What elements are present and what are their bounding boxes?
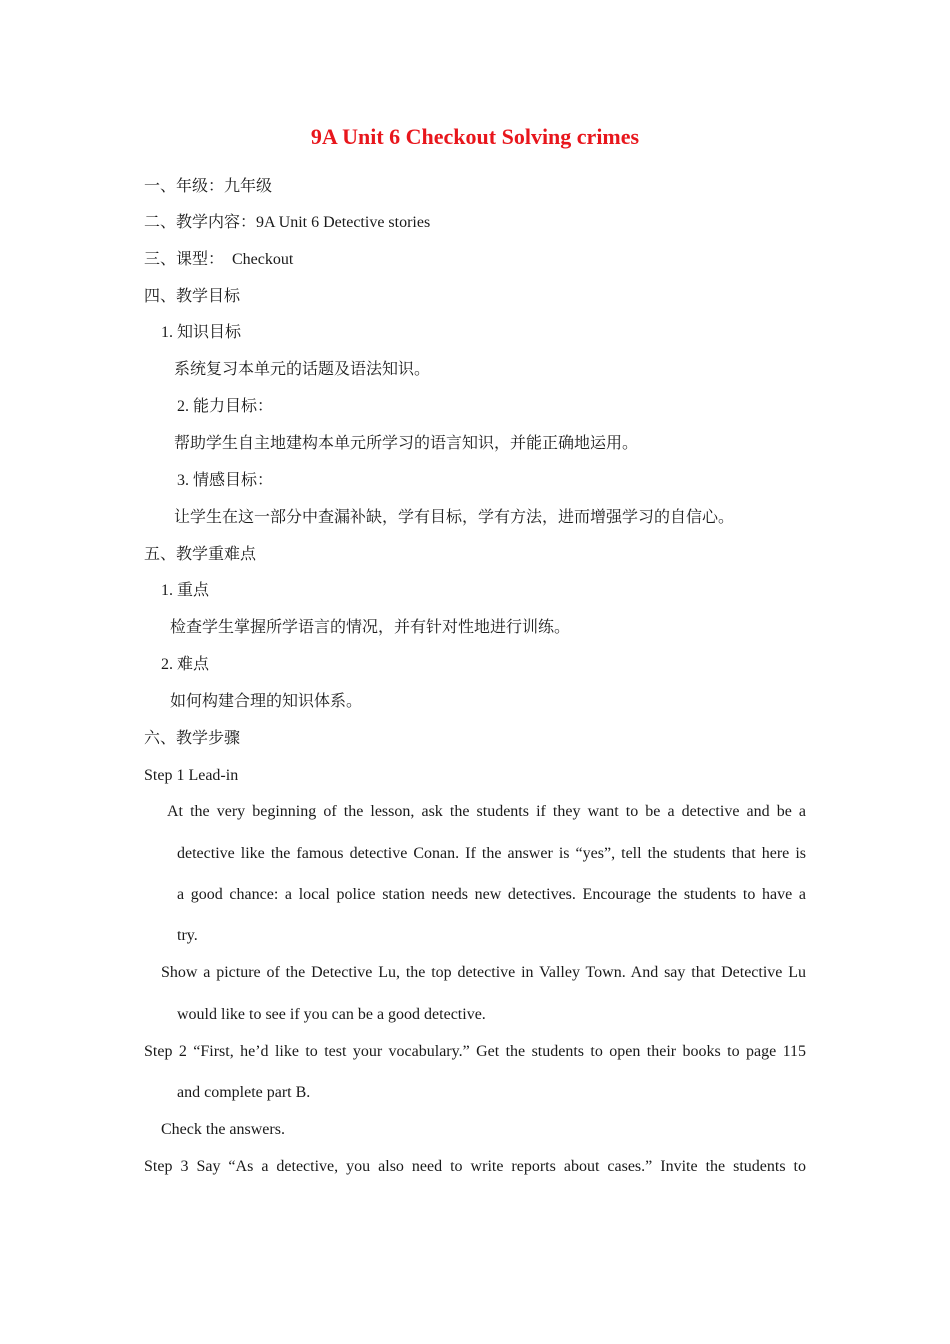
- step1-para2-line2: would like to see if you can be a good detective.: [177, 1006, 486, 1023]
- step2-line1: Step 2 “First, he’d like to test your vocabulary.” Get the students to open their books to page 115: [144, 1043, 806, 1060]
- key-point-heading: 1. 重点: [161, 582, 210, 599]
- lesson-type-line: 三、课型： Checkout: [144, 251, 294, 268]
- ability-objective-text: 帮助学生自主地建构本单元所学习的语言知识，并能正确地运用。: [174, 435, 639, 452]
- knowledge-objective-heading: 1. 知识目标: [161, 324, 242, 341]
- step1-para1-line4: try.: [177, 927, 198, 944]
- step1-para1-line1: At the very beginning of the lesson, ask the students if they want to be a detective and be a: [167, 803, 806, 820]
- steps-heading: 六、教学步骤: [144, 730, 241, 747]
- grade-line: 一、年级：九年级: [144, 178, 273, 195]
- objectives-heading: 四、教学目标: [144, 288, 241, 305]
- step1-para1-line2: detective like the famous detective Conan. If the answer is “yes”, tell the students that here is: [177, 845, 806, 862]
- ability-objective-heading: 2. 能力目标：: [177, 398, 274, 415]
- emotion-objective-heading: 3. 情感目标：: [177, 472, 274, 489]
- key-points-heading: 五、教学重难点: [144, 546, 257, 563]
- key-point-text: 检查学生掌握所学语言的情况，并有针对性地进行训练。: [170, 619, 571, 636]
- knowledge-objective-text: 系统复习本单元的话题及语法知识。: [174, 361, 431, 378]
- document-title: 9A Unit 6 Checkout Solving crimes: [310, 124, 640, 149]
- step1-para2-line1: Show a picture of the Detective Lu, the top detective in Valley Town. And say that Detective Lu: [161, 964, 806, 981]
- step1-para1-line3: a good chance: a local police station needs new detectives. Encourage the students to have a: [177, 886, 806, 903]
- check-answers-line: Check the answers.: [161, 1121, 285, 1138]
- difficulty-text: 如何构建合理的知识体系。: [170, 693, 363, 710]
- step1-heading: Step 1 Lead-in: [144, 767, 239, 784]
- emotion-objective-text: 让学生在这一部分中查漏补缺，学有目标，学有方法，进而增强学习的自信心。: [174, 509, 735, 526]
- difficulty-heading: 2. 难点: [161, 656, 210, 673]
- step3-line1: Step 3 Say “As a detective, you also need to write reports about cases.” Invite the students to: [144, 1158, 806, 1175]
- content-line: 二、教学内容：9A Unit 6 Detective stories: [144, 214, 431, 231]
- step2-line2: and complete part B.: [177, 1084, 311, 1101]
